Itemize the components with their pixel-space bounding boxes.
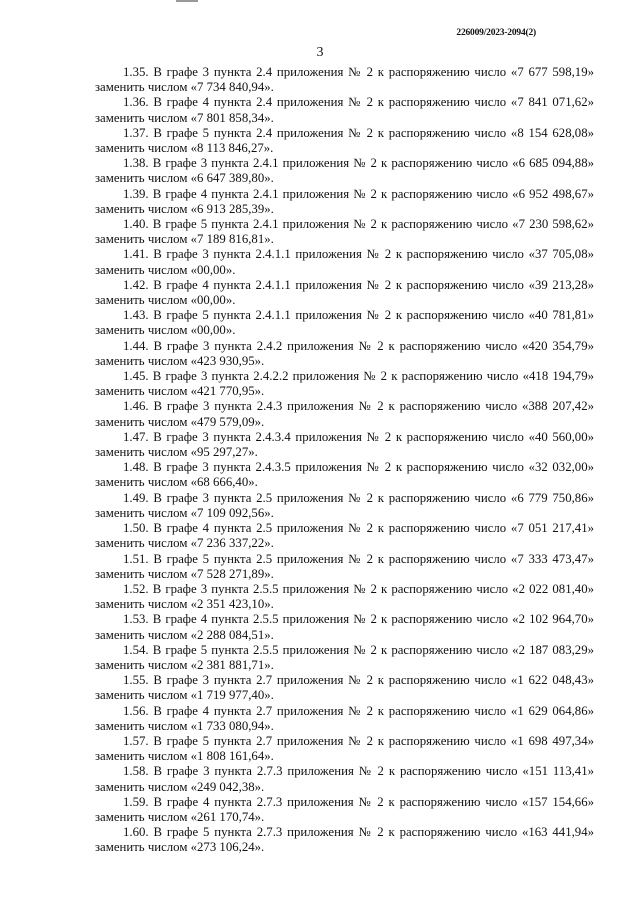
paragraph-1-49: 1.49. В графе 3 пункта 2.5 приложения № 2 к распоряжению число «6 779 750,86» заменить числом «7 109 092,56». [95, 490, 594, 520]
paragraph-1-46: 1.46. В графе 3 пункта 2.4.3 приложения № 2 к распоряжению число «388 207,42» заменить числом «479 579,09». [95, 399, 594, 429]
paragraph-1-37: 1.37. В графе 5 пункта 2.4 приложения № 2 к распоряжению число «8 154 628,08» заменить числом «8 113 846,27». [95, 125, 594, 156]
paragraph-1-52: 1.52. В графе 3 пункта 2.5.5 приложения № 2 к распоряжению число «2 022 081,40» заменить числом «2 351 423,10». [95, 581, 594, 612]
paragraph-1-43: 1.43. В графе 5 пункта 2.4.1.1 приложения № 2 к распоряжению число «40 781,81» заменить числом «00,00». [95, 308, 594, 338]
paragraph-1-38: 1.38. В графе 3 пункта 2.4.1 приложения № 2 к распоряжению число «6 685 094,88» заменить числом «6 647 389,80». [95, 156, 594, 186]
paragraph-1-36: 1.36. В графе 4 пункта 2.4 приложения № 2 к распоряжению число «7 841 071,62» заменить числом «7 801 858,34». [95, 95, 594, 125]
page-number: 3 [316, 45, 324, 60]
paragraph-1-54: 1.54. В графе 5 пункта 2.5.5 приложения № 2 к распоряжению число «2 187 083,29» заменить числом «2 381 881,71». [95, 642, 594, 672]
paragraph-1-45: 1.45. В графе 3 пункта 2.4.2.2 приложения № 2 к распоряжению число «418 194,79» заменить числом «421 770,95». [95, 369, 594, 399]
paragraph-1-53: 1.53. В графе 4 пункта 2.5.5 приложения № 2 к распоряжению число «2 102 964,70» заменить числом «2 288 084,51». [95, 612, 594, 642]
paragraph-1-48: 1.48. В графе 3 пункта 2.4.3.5 приложения № 2 к распоряжению число «32 032,00» заменить числом «68 666,40». [95, 460, 594, 490]
paragraph-1-55: 1.55. В графе 3 пункта 2.7 приложения № 2 к распоряжению число «1 622 048,43» заменить числом «1 719 977,40». [95, 673, 594, 703]
paragraph-1-56: 1.56. В графе 4 пункта 2.7 приложения № 2 к распоряжению число «1 629 064,86» заменить числом «1 733 080,94». [95, 703, 594, 733]
paragraph-1-47: 1.47. В графе 3 пункта 2.4.3.4 приложения № 2 к распоряжению число «40 560,00» заменить числом «95 297,27». [95, 429, 594, 460]
paragraph-1-58: 1.58. В графе 3 пункта 2.7.3 приложения № 2 к распоряжению число «151 113,41» заменить числом «249 042,38». [95, 764, 594, 794]
paragraph-1-60: 1.60. В графе 5 пункта 2.7.3 приложения № 2 к распоряжению число «163 441,94» заменить числом «273 106,24». [95, 825, 594, 855]
paragraph-1-57: 1.57. В графе 5 пункта 2.7 приложения № 2 к распоряжению число «1 698 497,34» заменить числом «1 808 161,64». [95, 733, 594, 764]
paragraph-1-40: 1.40. В графе 5 пункта 2.4.1 приложения № 2 к распоряжению число «7 230 598,62» заменить числом «7 189 816,81». [95, 217, 594, 247]
document-number: 226009/2023-2094(2) [456, 28, 536, 38]
paragraph-1-59: 1.59. В графе 4 пункта 2.7.3 приложения № 2 к распоряжению число «157 154,66» заменить числом «261 170,74». [95, 794, 594, 824]
paragraph-1-39: 1.39. В графе 4 пункта 2.4.1 приложения № 2 к распоряжению число «6 952 498,67» заменить числом «6 913 285,39». [95, 186, 594, 216]
paragraph-1-44: 1.44. В графе 3 пункта 2.4.2 приложения № 2 к распоряжению число «420 354,79» заменить числом «423 930,95». [95, 338, 594, 368]
scan-top-mark [176, 0, 198, 2]
document-body [95, 65, 594, 856]
paragraph-1-50: 1.50. В графе 4 пункта 2.5 приложения № 2 к распоряжению число «7 051 217,41» заменить числом «7 236 337,22». [95, 521, 594, 551]
paragraph-1-35: 1.35. В графе 3 пункта 2.4 приложения № 2 к распоряжению число «7 677 598,19» заменить числом «7 734 840,94». [95, 65, 594, 95]
paragraph-1-51: 1.51. В графе 5 пункта 2.5 приложения № 2 к распоряжению число «7 333 473,47» заменить числом «7 528 271,89». [95, 551, 594, 581]
paragraph-1-42: 1.42. В графе 4 пункта 2.4.1.1 приложения № 2 к распоряжению число «39 213,28» заменить числом «00,00». [95, 277, 594, 308]
paragraph-1-41: 1.41. В графе 3 пункта 2.4.1.1 приложения № 2 к распоряжению число «37 705,08» заменить числом «00,00». [95, 247, 594, 277]
